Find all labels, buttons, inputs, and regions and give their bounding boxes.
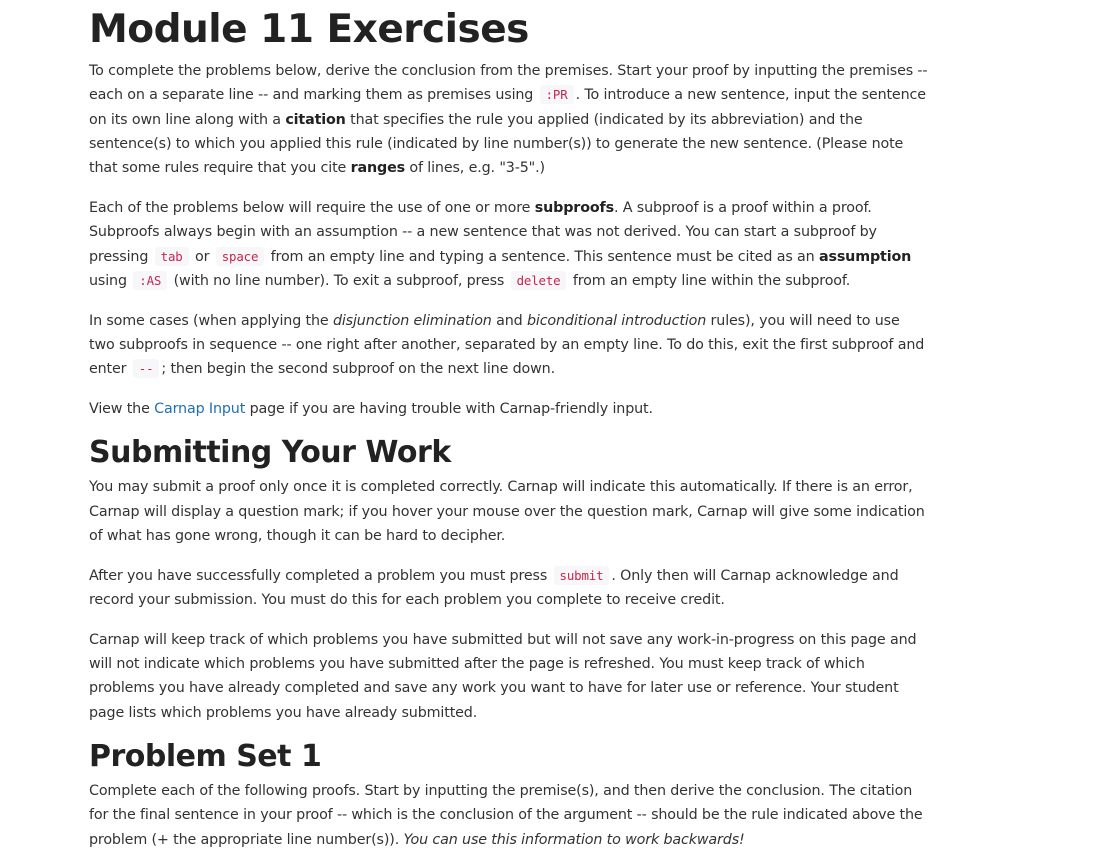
document-content	[89, 0, 929, 852]
code-tab: tab	[155, 247, 189, 266]
term-assumption: assumption	[818, 248, 912, 265]
code-dashes: --	[133, 359, 160, 378]
term-citation: citation	[285, 111, 346, 128]
intro-paragraph-carnap-input: View the Carnap Input page if you are having trouble with Carnap-friendly input.	[89, 401, 653, 418]
heading-problem-set-1: Problem Set 1	[89, 739, 322, 775]
term-disjunction-elimination: disjunction elimination	[332, 312, 492, 329]
carnap-input-link[interactable]: Carnap Input	[154, 401, 246, 418]
intro-paragraph-premises: To complete the problems below, derive the conclusion from the premises. Start your proof by inputting the premises -- each on a separate line -- and marking them as premises using :PR . To introduce a new sentence, input the sentence on its own line along with a citation that specifies the rule you applied (indicated by its abbreviation) and the sentence(s) to which you applied this rule (indicated by line number(s)) to generate the new sentence. (Please note that some rules require that you cite ranges of lines, e.g. "3-5".)	[89, 63, 928, 177]
submitting-paragraph-errors: You may submit a proof only once it is completed correctly. Carnap will indicate this automatically. If there is an error, Carnap will display a question mark; if you hover your mouse over the question mark, Carnap will give some indication of what has gone wrong, though it can be hard to decipher.	[89, 479, 925, 544]
problem-set-paragraph: Complete each of the following proofs. Start by inputting the premise(s), and then derive the conclusion. The citation for the final sentence in your proof -- which is the conclusion of the argument -- should be the rule indicated above the problem (+ the appropriate line number(s)). You can use this information to work backwards!	[89, 783, 923, 848]
term-biconditional-introduction: biconditional introduction	[526, 312, 707, 329]
submitting-paragraph-tracking: Carnap will keep track of which problems you have submitted but will not save any work-in-progress on this page and will not indicate which problems you have submitted after the page is refreshed. You must keep track of which problems you have already completed and save any work you want to have for later use or reference. Your student page lists which problems you have already submitted.	[89, 631, 917, 721]
work-backwards-note: You can use this information to work backwards!	[403, 831, 745, 848]
code-submit: submit	[554, 566, 610, 585]
submitting-paragraph-submit: After you have successfully completed a problem you must press submit . Only then will Carnap acknowledge and record your submission. You must do this for each problem you complete to receive credit.	[89, 567, 899, 609]
intro-paragraph-subproofs: Each of the problems below will require the use of one or more subproofs. A subproof is a proof within a proof. Subproofs always begin with an assumption -- a new sentence that was not derived. You can start a subproof by pressing tab or space from an empty line and typing a sentence. This sentence must be cited as an assumption using :AS (with no line number). To exit a subproof, press delete from an empty line within the subproof.	[89, 199, 912, 289]
page-title: Module 11 Exercises	[89, 7, 529, 52]
code-pr: :PR	[540, 85, 574, 104]
code-as: :AS	[133, 271, 167, 290]
intro-paragraph-sequence: In some cases (when applying the disjunction elimination and biconditional introduction rules), you will need to use two subproofs in sequence -- one right after another, separated by an empty line. To do this, exit the first subproof and enter -- ; then begin the second subproof on the next line down.	[89, 312, 925, 378]
code-delete: delete	[511, 271, 567, 290]
code-space: space	[216, 247, 265, 266]
term-ranges: ranges	[350, 160, 406, 177]
heading-submitting-your-work: Submitting Your Work	[89, 435, 451, 471]
term-subproofs: subproofs	[534, 199, 614, 216]
